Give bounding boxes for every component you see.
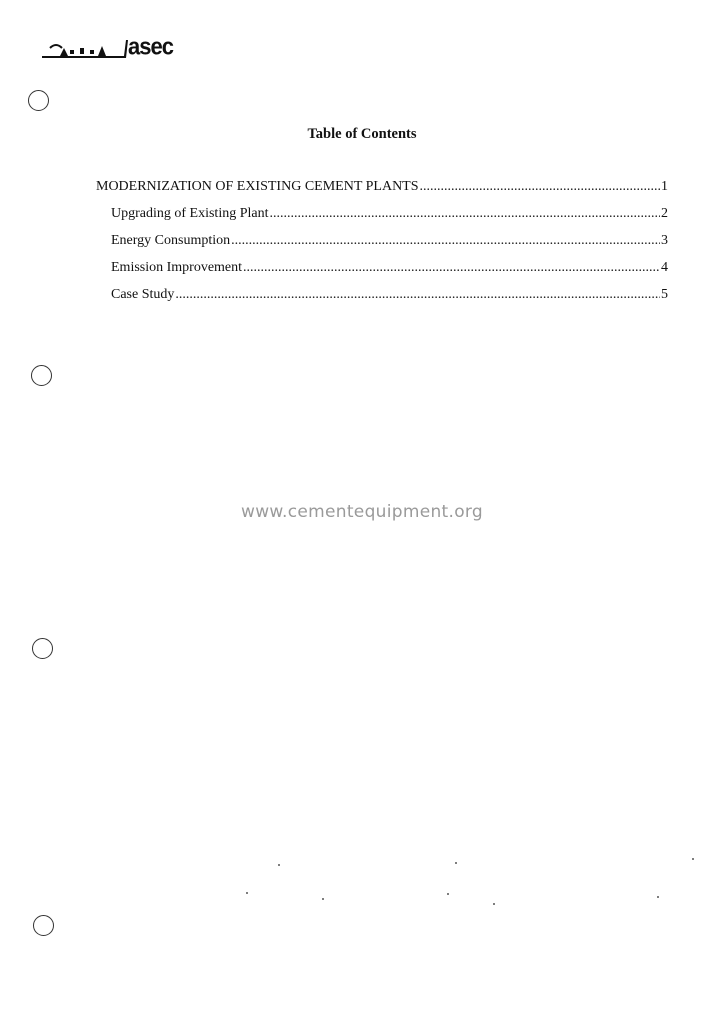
toc-leader-dots xyxy=(420,179,660,195)
watermark: www.cementequipment.org xyxy=(240,502,483,522)
toc-entry-text: Emission Improvement xyxy=(111,260,243,275)
scan-speck xyxy=(278,864,280,866)
toc-entry[interactable] xyxy=(96,287,668,314)
scan-speck xyxy=(447,893,449,895)
arabic-logotype xyxy=(40,34,130,60)
logo-latin-text: asec xyxy=(128,32,173,61)
toc-entry[interactable] xyxy=(96,233,668,260)
scan-speck xyxy=(322,898,324,900)
toc-leader-dots xyxy=(243,260,660,276)
scan-speck xyxy=(455,862,457,864)
scan-speck xyxy=(657,896,659,898)
punch-hole-3 xyxy=(32,638,53,659)
scan-speck xyxy=(692,858,694,860)
toc-leader-dots xyxy=(175,287,660,303)
toc-entry[interactable] xyxy=(96,260,668,287)
toc-entry-page: 2 xyxy=(661,206,668,221)
toc-entry-page: 5 xyxy=(661,287,668,302)
company-logo xyxy=(40,32,173,61)
toc-entry-page: 1 xyxy=(661,179,668,194)
toc-leader-dots xyxy=(231,233,660,249)
toc-entry-text: Upgrading of Existing Plant xyxy=(111,206,269,221)
toc-entry-page: 3 xyxy=(661,233,668,248)
scan-speck xyxy=(246,892,248,894)
punch-hole-2 xyxy=(31,365,52,386)
toc-entry[interactable] xyxy=(96,206,668,233)
toc-entry-text: MODERNIZATION OF EXISTING CEMENT PLANTS xyxy=(96,179,419,194)
punch-hole-4 xyxy=(33,915,54,936)
toc-list xyxy=(96,179,668,314)
scan-speck xyxy=(493,903,495,905)
toc-leader-dots xyxy=(270,206,661,222)
toc-entry-text: Energy Consumption xyxy=(111,233,231,248)
toc-title: Table of Contents xyxy=(307,126,417,142)
toc-entry[interactable] xyxy=(96,179,668,206)
toc-entry-page: 4 xyxy=(661,260,668,275)
punch-hole-1 xyxy=(28,90,49,111)
toc-entry-text: Case Study xyxy=(111,287,175,302)
